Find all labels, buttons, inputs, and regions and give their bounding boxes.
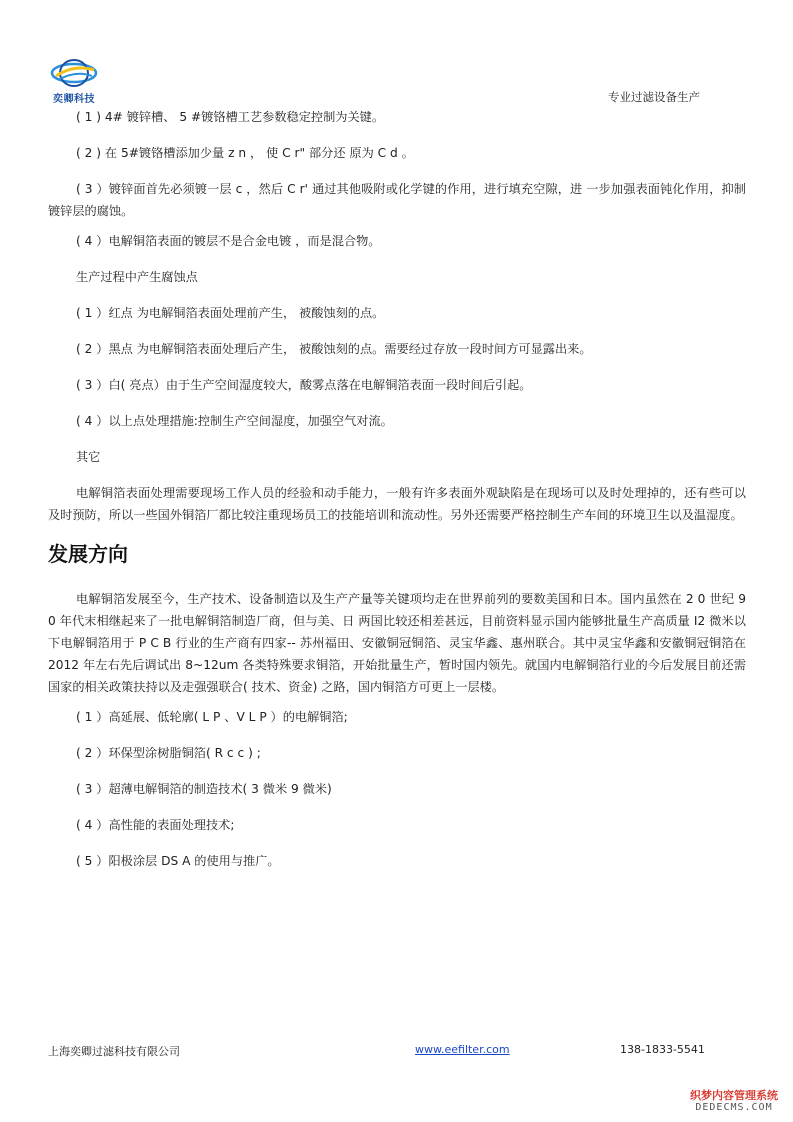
document-body bbox=[48, 106, 746, 886]
logo-text: 奕卿科技 bbox=[53, 94, 95, 105]
paragraph: ( 4 ）电解铜箔表面的镀层不是合金电镀 ，而是混合物。 bbox=[76, 234, 381, 248]
watermark-title: 织梦内容管理系统 bbox=[690, 1089, 778, 1102]
list-item: ( 5 ）阳极涂层 DS A 的使用与推广。 bbox=[76, 854, 280, 868]
list-item: ( 3 ）超薄电解铜箔的制造技术( 3 微米 9 微米) bbox=[76, 782, 332, 796]
footer-company: 上海奕卿过滤科技有限公司 bbox=[48, 1045, 180, 1058]
paragraph: ( 2 ）黑点 为电解铜箔表面处理后产生， 被酸蚀刻的点。需要经过存放一段时间方可显露出来。 bbox=[76, 342, 592, 356]
paragraph: ( 3 ）白( 亮点）由于生产空间湿度较大，酸雾点落在电解铜箔表面一段时间后引起。 bbox=[76, 378, 532, 392]
list-item: ( 2 ）环保型涂树脂铜箔( R c c ) ; bbox=[76, 746, 261, 760]
paragraph: ( 1 ）红点 为电解铜箔表面处理前产生， 被酸蚀刻的点。 bbox=[76, 306, 385, 320]
section-intro: 电解铜箔发展至今，生产技术、设备制造以及生产产量等关键项均走在世界前列的要数美国和日本。国内虽然在 2 0 世纪 9 0 年代末相继起来了一批电解铜箔制造厂商，但与美、日 两国比较还相差甚远，目前资料显示国内能够批量生产高质量 I2 微米以下电解铜箔用于 P C B 行业的生产商有四家-- 苏州福田、安徽铜冠铜箔、灵宝华鑫、惠州联合。其中灵宝华鑫和安徽铜冠铜箔在 2012 年左右先后调试出 8~12um 各类特殊要求铜箔，开始批量生产，暂时国内领先。就国内电解铜箔行业的今后发展目前还需国家的相关政策扶持以及走强强联合( 技术、资金) 之路，国内铜箔方可更上一层楼。 bbox=[48, 592, 746, 694]
section-title: 发展方向 bbox=[48, 542, 128, 566]
footer-website-link[interactable]: www.eefilter.com bbox=[415, 1043, 510, 1056]
paragraph: ( 1 ) 4# 镀锌槽、 5 #镀铬槽工艺参数稳定控制为关键。 bbox=[76, 110, 385, 124]
paragraph: ( 3 ）镀锌面首先必须镀一层 c ，然后 C r' 通过其他吸附或化学键的作用，进行填充空隙，进 一步加强表面钝化作用，抑制镀锌层的腐蚀。 bbox=[48, 182, 746, 218]
list-item: ( 1 ）高延展、低轮廓( L P 、V L P ）的电解铜箔; bbox=[76, 710, 348, 724]
company-logo bbox=[46, 56, 102, 106]
footer-phone: 138-1833-5541 bbox=[620, 1043, 705, 1056]
subheading-other: 其它 bbox=[76, 450, 101, 464]
subheading-corrosion-points: 生产过程中产生腐蚀点 bbox=[76, 270, 198, 284]
globe-logo-icon bbox=[50, 56, 98, 90]
watermark-domain: DEDECMS.COM bbox=[695, 1102, 773, 1113]
paragraph: ( 4 ）以上点处理措施:控制生产空间湿度，加强空气对流。 bbox=[76, 414, 393, 428]
paragraph: ( 2 ) 在 5#镀铬槽添加少量 z n ， 使 C r" 部分还 原为 C d 。 bbox=[76, 146, 414, 160]
header-tagline: 专业过滤设备生产 bbox=[608, 90, 700, 104]
paragraph: 电解铜箔表面处理需要现场工作人员的经验和动手能力，一般有许多表面外观缺陷是在现场可以及时处理掉的，还有些可以及时预防，所以一些国外铜箔厂都比较注重现场员工的技能培训和流动性。另外还需要严格控制生产车间的环境卫生以及温湿度。 bbox=[48, 486, 746, 522]
list-item: ( 4 ）高性能的表面处理技术; bbox=[76, 818, 235, 832]
watermark bbox=[680, 1090, 788, 1116]
